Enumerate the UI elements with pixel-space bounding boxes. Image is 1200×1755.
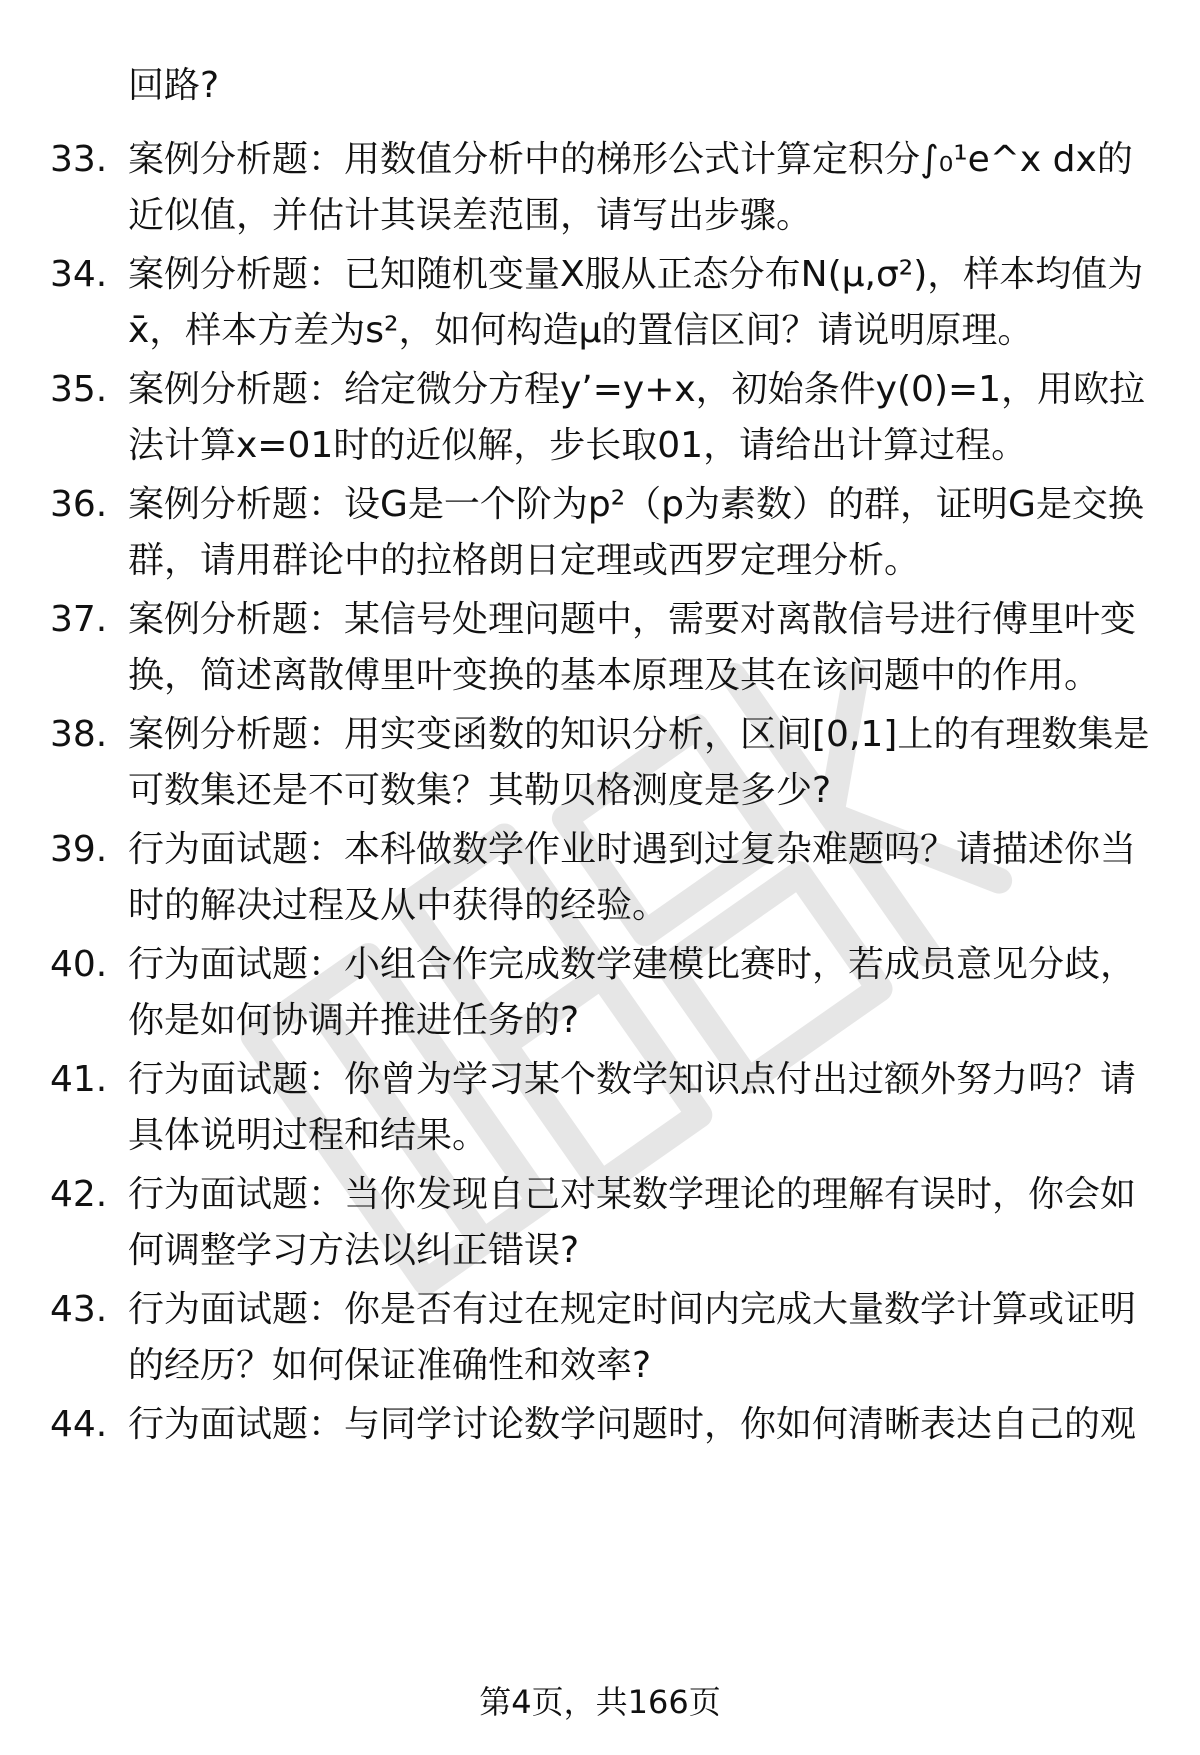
question-text-line-1: 行为面试题：与同学讨论数学问题时，你如何清晰表达自己的观 [128, 1404, 1137, 1445]
question-number: 34. [50, 254, 108, 295]
question-text-line-2: 具体说明过程和结果。 [128, 1115, 489, 1156]
question-number: 43. [50, 1289, 108, 1330]
question-number: 36. [50, 484, 108, 525]
question-text-line-2: 的经历？如何保证准确性和效率? [128, 1345, 652, 1386]
question-text-line-1: 案例分析题：用实变函数的知识分析，区间[0,1]上的有理数集是 [128, 714, 1150, 755]
question-number: 42. [50, 1174, 108, 1215]
question-text-line-1: 案例分析题：已知随机变量X服从正态分布N(μ,σ²)，样本均值为 [128, 254, 1144, 295]
question-number: 33. [50, 139, 108, 180]
question-text-line-2: 时的解决过程及从中获得的经验。 [128, 885, 669, 926]
question-text-line-2: 近似值，并估计其误差范围，请写出步骤。 [128, 195, 813, 236]
question-text-line-1: 案例分析题：某信号处理问题中，需要对离散信号进行傅里叶变 [128, 599, 1137, 640]
question-text-line-1: 行为面试题：当你发现自己对某数学理论的理解有误时，你会如 [128, 1174, 1137, 1215]
question-text-line-2: 法计算x=01时的近似解，步长取01，请给出计算过程。 [128, 425, 1028, 466]
question-number: 41. [50, 1059, 108, 1100]
question-text-line-2: 你是如何协调并推进任务的? [128, 1000, 580, 1041]
question-number: 37. [50, 599, 108, 640]
question-text-line-2: 换，简述离散傅里叶变换的基本原理及其在该问题中的作用。 [128, 655, 1101, 696]
question-number: 44. [50, 1404, 108, 1445]
question-number: 39. [50, 829, 108, 870]
question-text-line-2: 可数集还是不可数集？其勒贝格测度是多少? [128, 770, 832, 811]
question-text-line-2: 何调整学习方法以纠正错误? [128, 1230, 580, 1271]
question-text-line-1: 行为面试题：你是否有过在规定时间内完成大量数学计算或证明 [128, 1289, 1137, 1330]
page-number-footer: 第4页，共166页 [479, 1683, 721, 1721]
question-text-line-2: 群，请用群论中的拉格朗日定理或西罗定理分析。 [128, 540, 921, 581]
question-text-line-2: x̄，样本方差为s²，如何构造μ的置信区间？请说明原理。 [128, 310, 1034, 351]
question-text-line-1: 案例分析题：给定微分方程y’=y+x，初始条件y(0)=1，用欧拉 [128, 369, 1146, 410]
question-text-line-1: 案例分析题：用数值分析中的梯形公式计算定积分∫₀¹e^x dx的 [128, 139, 1133, 180]
question-number: 38. [50, 714, 108, 755]
question-text-line-1: 行为面试题：你曾为学习某个数学知识点付出过额外努力吗？请 [128, 1059, 1137, 1100]
continued-question-tail: 回路? [128, 65, 220, 106]
question-text-line-1: 行为面试题：小组合作完成数学建模比赛时，若成员意见分歧， [128, 944, 1137, 985]
question-number: 40. [50, 944, 108, 985]
question-number: 35. [50, 369, 108, 410]
question-text-line-1: 案例分析题：设G是一个阶为p²（p为素数）的群，证明G是交换 [128, 484, 1144, 525]
question-text-line-1: 行为面试题：本科做数学作业时遇到过复杂难题吗？请描述你当 [128, 829, 1137, 870]
